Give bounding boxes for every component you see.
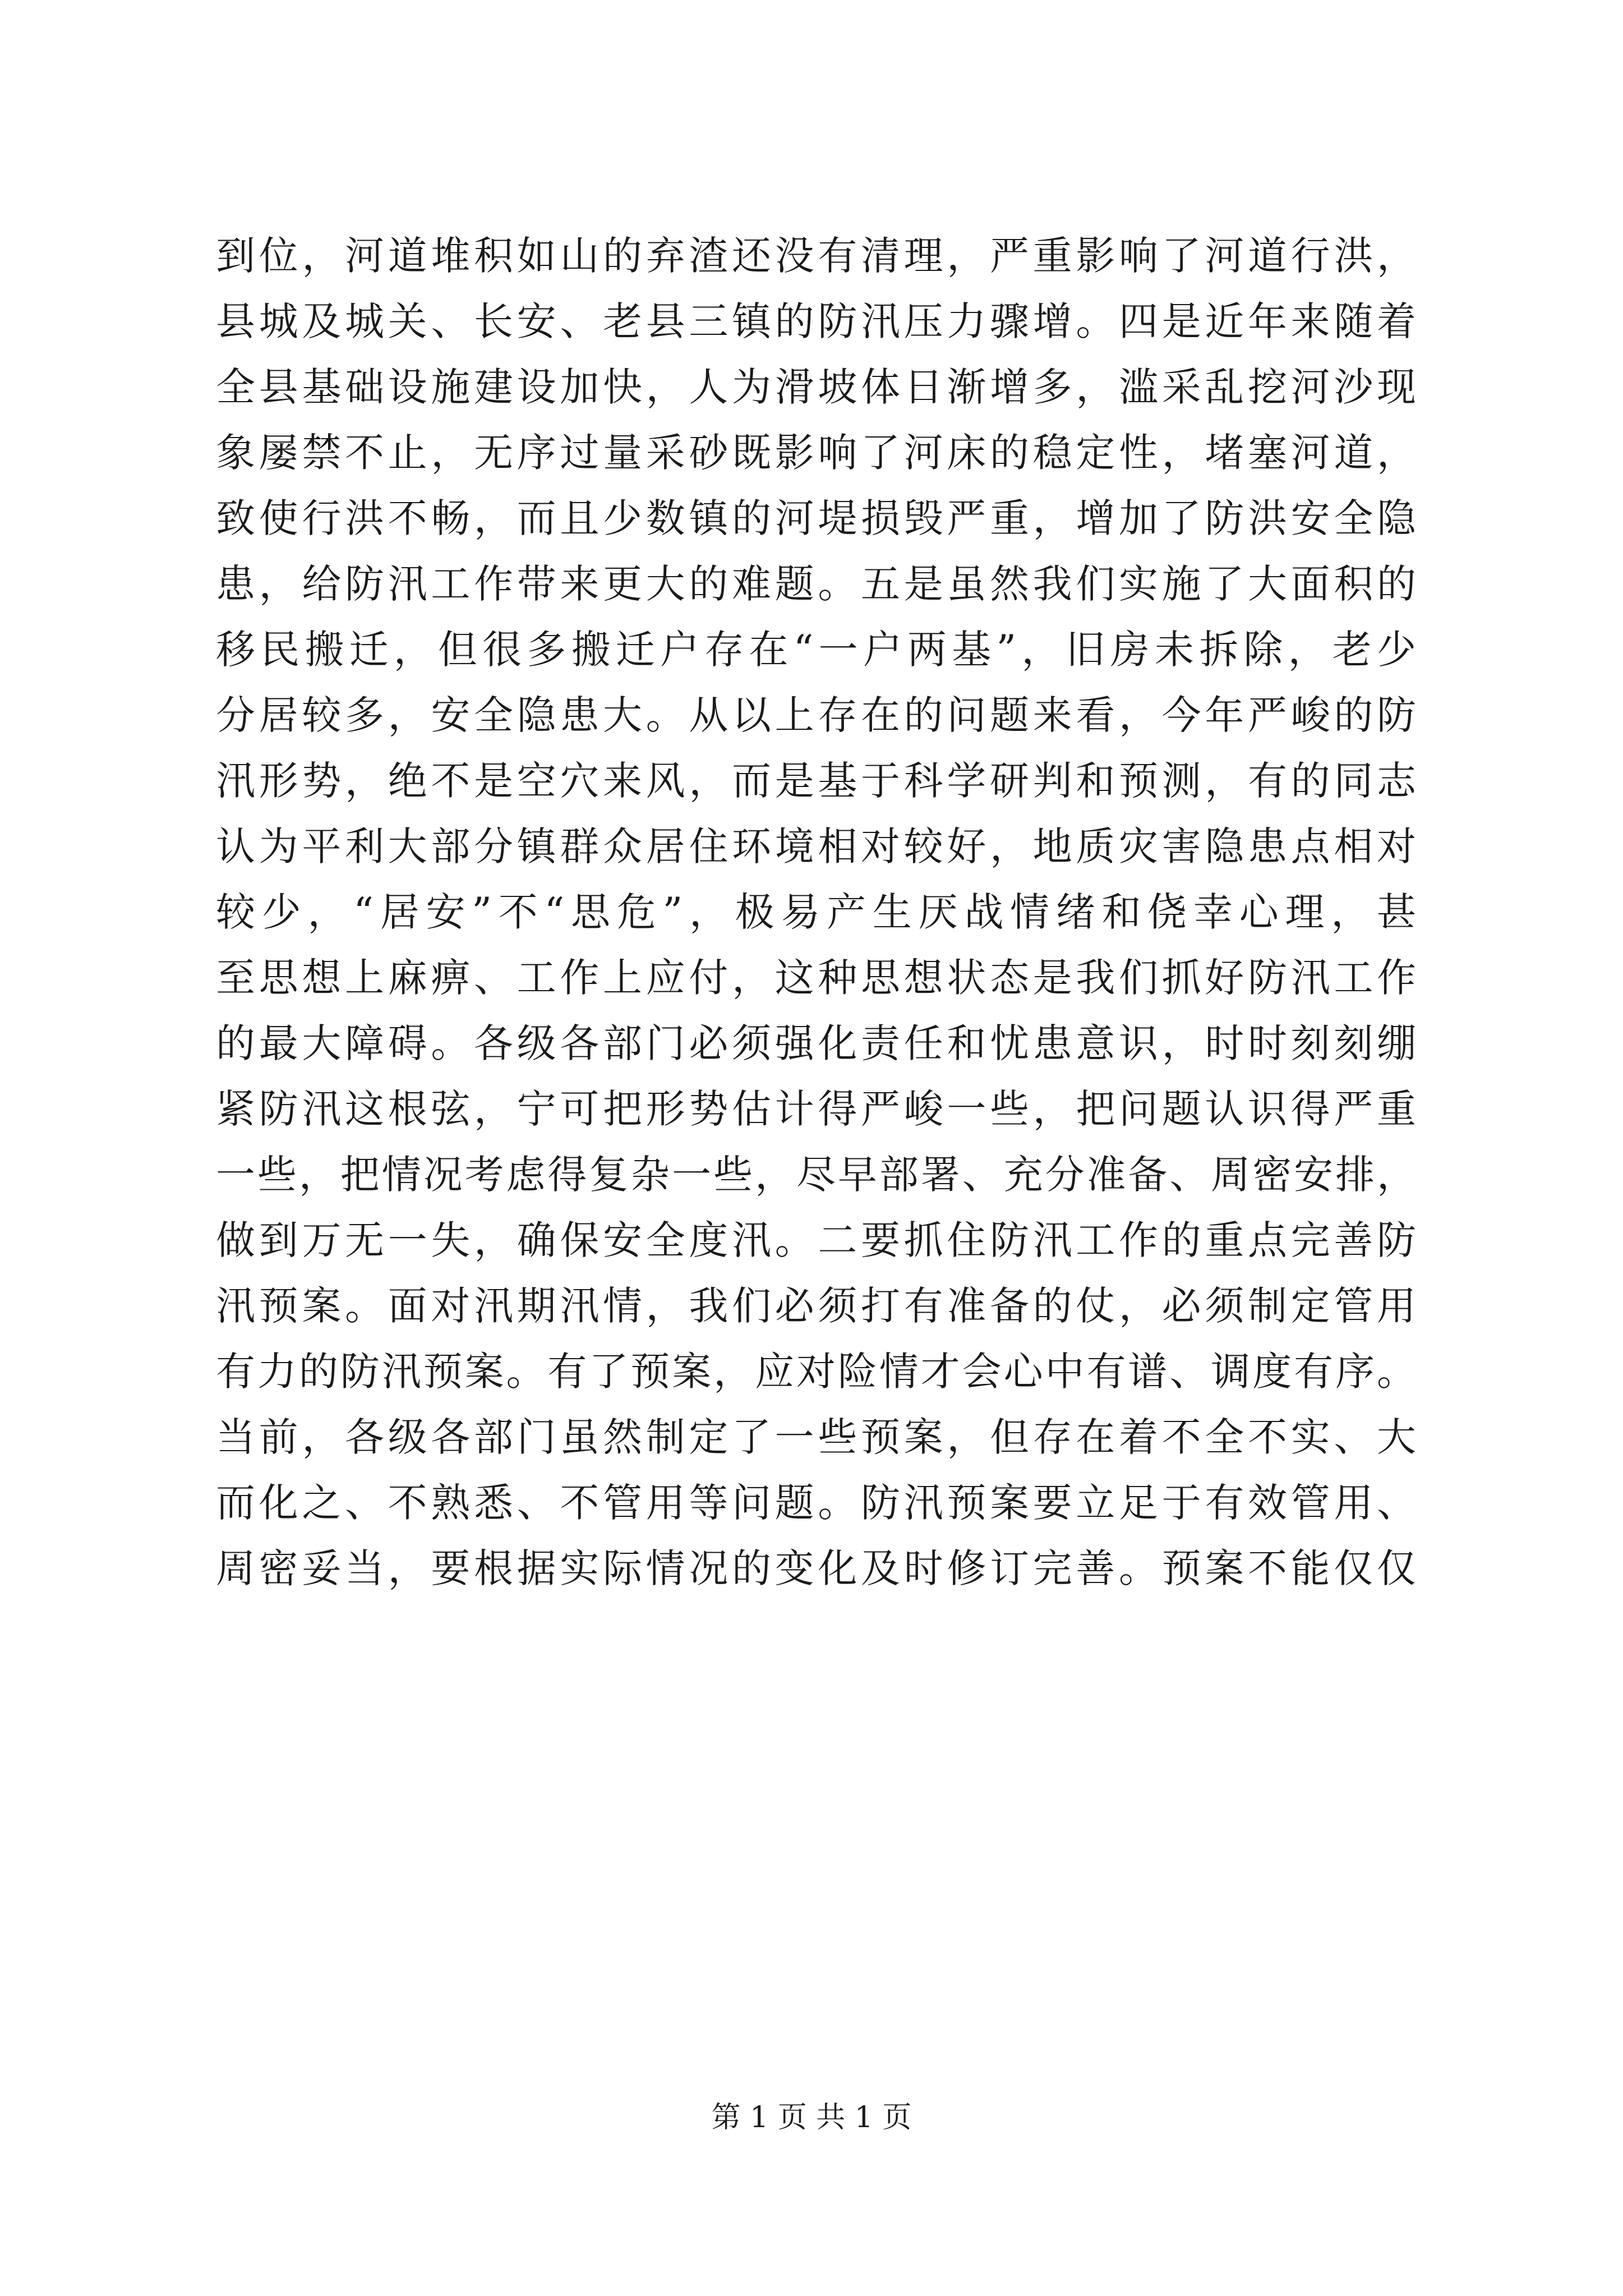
text-line: 移民搬迁，但很多搬迁户存在“一户两基”，旧房未拆除，老少 [216, 627, 1416, 673]
text-line: 到位，河道堆积如山的弃渣还没有清理，严重影响了河道行洪， [216, 233, 1416, 279]
body-text [216, 223, 1416, 1602]
page-footer [0, 2098, 1623, 2137]
text-line: 患，给防汛工作带来更大的难题。五是虽然我们实施了大面积的 [216, 561, 1416, 607]
text-line: 周密妥当，要根据实际情况的变化及时修订完善。预案不能仅仅 [216, 1545, 1416, 1591]
text-line: 有力的防汛预案。有了预案，应对险情才会心中有谱、调度有序。 [216, 1349, 1416, 1395]
text-line: 当前，各级各部门虽然制定了一些预案，但存在着不全不实、大 [216, 1414, 1416, 1460]
text-line: 汛形势，绝不是空穴来风，而是基于科学研判和预测，有的同志 [216, 758, 1416, 804]
text-line: 做到万无一失，确保安全度汛。二要抓住防汛工作的重点完善防 [216, 1217, 1416, 1263]
text-line: 较少，“居安”不“思危”，极易产生厌战情绪和侥幸心理，甚 [216, 889, 1416, 935]
text-line: 象屡禁不止，无序过量采砂既影响了河床的稳定性，堵塞河道， [216, 430, 1416, 476]
text-line: 至思想上麻痹、工作上应付，这种思想状态是我们抓好防汛工作 [216, 955, 1416, 1001]
text-line: 紧防汛这根弦，宁可把形势估计得严峻一些，把问题认识得严重 [216, 1086, 1416, 1132]
page-number-label: 第 1 页 共 1 页 [711, 2101, 912, 2134]
text-line: 汛预案。面对汛期汛情，我们必须打有准备的仗，必须制定管用 [216, 1283, 1416, 1329]
text-line: 全县基础设施建设加快，人为滑坡体日渐增多，滥采乱挖河沙现 [216, 364, 1416, 410]
text-line: 而化之、不熟悉、不管用等问题。防汛预案要立足于有效管用、 [216, 1480, 1416, 1526]
text-line: 分居较多，安全隐患大。从以上存在的问题来看，今年严峻的防 [216, 692, 1416, 738]
text-line: 的最大障碍。各级各部门必须强化责任和忧患意识，时时刻刻绷 [216, 1020, 1416, 1066]
text-line: 认为平利大部分镇群众居住环境相对较好，地质灾害隐患点相对 [216, 823, 1416, 869]
text-line: 一些，把情况考虑得复杂一些，尽早部署、充分准备、周密安排， [216, 1152, 1416, 1198]
text-line: 县城及城关、长安、老县三镇的防汛压力骤增。四是近年来随着 [216, 298, 1416, 344]
text-line: 致使行洪不畅，而且少数镇的河堤损毁严重，增加了防洪安全隐 [216, 495, 1416, 541]
